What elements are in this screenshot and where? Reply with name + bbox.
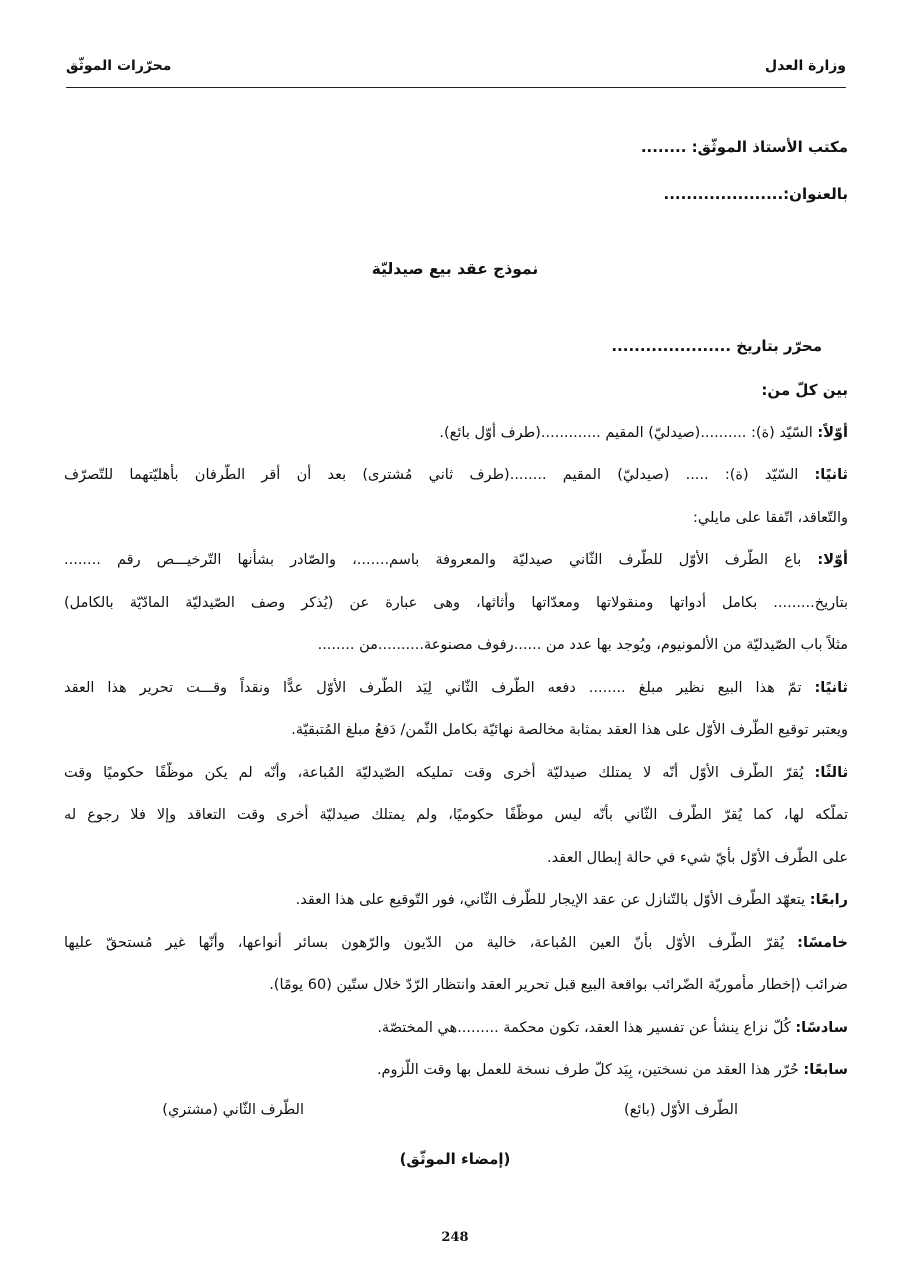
clause-5-line-1	[64, 932, 848, 954]
clause-3-text-1: يُقرّ الطّرف الأوّل أنّه لا يمتلك صيدليّة أخرى وقت تمليكه الصّيدليّة المُباعة، وأنّه لم يكن موظّفًا حكوميًا وقت	[64, 765, 804, 781]
party-second-text-1: السّيّد (ة): ..... (صيدليّ) المقيم ........(طرف ثاني مُشترى) بعد أن أقر الطّرفان بأهليّتهما للتّصرّف	[64, 467, 799, 483]
party-first-label: أوّلاً:	[817, 425, 848, 441]
document-title: نموذج عقد بيع صيدليّة	[371, 260, 539, 278]
clause-3-label: ثالثًا:	[814, 765, 848, 781]
clause-7-label: سابعًا:	[803, 1062, 848, 1078]
clause-7-line-1	[64, 1059, 848, 1081]
party-second-label: ثانيًا:	[814, 467, 848, 483]
page-number: 248	[441, 1230, 469, 1245]
second-party-signature: الطّرف الثّاني (مشتري)	[162, 1102, 304, 1118]
clause-1-line-2: بتاريخ......... بكامل أدواتها ومنقولاتها ومعدّاتها وأثاثها، وهى عبارة عن (يُذكر وصف الصّيدليّة المادّيّة بالكامل)	[64, 595, 848, 611]
clause-6-text-1: كُلّ نزاع ينشأ عن تفسير هذا العقد، تكون محكمة .........هي المختصّة.	[377, 1020, 791, 1036]
party-second-line-1	[64, 464, 848, 486]
clause-6-label: سادسًا:	[795, 1020, 848, 1036]
clause-4-label: رابعًا:	[809, 892, 848, 908]
clause-5-label: خامسًا:	[797, 935, 848, 951]
clause-7-text-1: حُرّر هذا العقد من نسختين، بِيَد كلّ طرف نسخة للعمل بها وقت اللّزوم.	[376, 1062, 799, 1078]
between-heading: بين كلّ من:	[761, 381, 848, 399]
signature-row	[0, 1102, 910, 1126]
header-divider	[66, 87, 846, 88]
party-first	[64, 422, 848, 444]
page-header	[66, 58, 846, 82]
clause-2-label: ثانيًا:	[814, 680, 848, 696]
party-first-text: السّيّد (ة): ..........(صيدليّ) المقيم .............(طرف أوّل بائع).	[439, 425, 813, 441]
clause-1-line-1	[64, 549, 848, 571]
clause-1-label: أوّلا:	[817, 552, 848, 568]
clause-6-line-1	[64, 1017, 848, 1039]
clause-3-line-2: تملّكه لها، كما يُقرّ الطّرف الثّاني بأنّه ليس موظّفًا حكوميًا، ولم يمتلك صيدليّة أخرى وقت التعاقد وإلا فلا رجوع له	[64, 807, 848, 823]
clause-1-line-3: مثلاً باب الصّيدليّة من الألمونيوم، ويُوجد بها عدد من ......رفوف مصنوعة..........من ........	[317, 637, 848, 653]
clause-2-line-2: ويعتبر توقيع الطّرف الأوّل على هذا العقد بمثابة مخالصة نهائيّة بكامل الثّمن/ دَفعُ مبلغ المُتبقيّة.	[291, 722, 848, 738]
clause-3-line-1	[64, 762, 848, 784]
header-book-title: محرّرات الموثّق	[66, 58, 172, 74]
party-second-line-2: والتّعاقد، اتّفقا على مايلي:	[693, 510, 848, 526]
clause-5-line-2: ضرائب (إخطار مأموريّة الضّرائب بواقعة البيع قبل تحرير العقد وانتظار الرّدّ خلال ستّين (60 يومًا).	[269, 977, 848, 993]
notary-office-line: مكتب الأستاذ الموثّق: ........	[640, 138, 848, 156]
clause-2-line-1	[64, 677, 848, 699]
clause-4-text-1: يتعهّد الطّرف الأوّل بالتّنازل عن عقد الإيجار للطّرف الثّاني، فور التّوقيع على هذا العقد.	[295, 892, 806, 908]
clause-4-line-1	[64, 889, 848, 911]
clause-3-line-3: على الطّرف الأوّل بأيّ شيء في حالة إبطال العقد.	[547, 850, 848, 866]
header-ministry: وزارة العدل	[765, 58, 846, 74]
clause-2-text-1: تمّ هذا البيع نظير مبلغ ........ دفعه الطّرف الثّاني لِيَد الطّرف الأوّل عدًّا ونقداً وقـــت تحرير هذا العقد	[64, 680, 802, 696]
address-line: بالعنوان:.....................	[663, 185, 848, 203]
first-party-signature: الطّرف الأوّل (بائع)	[624, 1102, 738, 1118]
notary-signature: (إمضاء الموثّق)	[399, 1150, 511, 1168]
clause-1-text-1: باع الطّرف الأوّل للطّرف الثّاني صيدليّة والمعروفة باسم.......، والصّادر بشأنها التّرخيـــص رقم ........	[64, 552, 802, 568]
dated-line: محرّر بتاريخ .....................	[611, 337, 822, 355]
clause-5-text-1: يُقرّ الطّرف الأوّل بأنّ العين المُباعة، خالية من الدّيون والرّهون بسائر أنواعها، وأنّها غير مُستحقّ عليها	[64, 935, 785, 951]
